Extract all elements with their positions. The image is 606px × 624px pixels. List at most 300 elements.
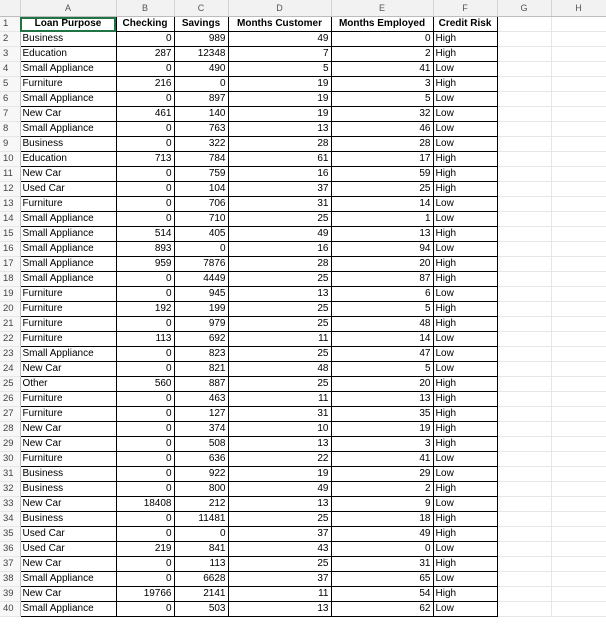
cell-savings[interactable]: 104 [174,182,228,197]
cell-credit-risk[interactable]: High [433,302,497,317]
cell-months-employed[interactable]: 41 [331,452,433,467]
empty-cell[interactable] [551,62,606,77]
cell-loan-purpose[interactable]: Business [20,512,116,527]
cell-loan-purpose[interactable]: Furniture [20,407,116,422]
row-number[interactable]: 4 [0,62,20,77]
cell-months-employed[interactable]: 29 [331,467,433,482]
cell-loan-purpose[interactable]: Business [20,32,116,47]
cell-savings[interactable]: 463 [174,392,228,407]
cell-savings[interactable]: 841 [174,542,228,557]
cell-loan-purpose[interactable]: Business [20,482,116,497]
cell-months-customer[interactable]: 48 [228,362,331,377]
cell-months-employed[interactable]: 65 [331,572,433,587]
empty-cell[interactable] [497,212,551,227]
empty-cell[interactable] [551,32,606,47]
cell-months-employed[interactable]: 49 [331,527,433,542]
cell-months-customer[interactable]: 37 [228,182,331,197]
cell-months-employed[interactable]: 14 [331,332,433,347]
cell-months-employed[interactable]: 5 [331,362,433,377]
cell-months-employed[interactable]: 3 [331,437,433,452]
cell-loan-purpose[interactable]: Small Appliance [20,242,116,257]
cell-loan-purpose[interactable]: New Car [20,107,116,122]
cell-credit-risk[interactable]: Low [433,197,497,212]
cell-months-customer[interactable]: 49 [228,227,331,242]
cell-credit-risk[interactable]: High [433,182,497,197]
cell-months-customer[interactable]: 19 [228,92,331,107]
cell-loan-purpose[interactable]: Furniture [20,197,116,212]
cell-savings[interactable]: 784 [174,152,228,167]
cell-credit-risk[interactable]: Low [433,242,497,257]
cell-months-employed[interactable]: 9 [331,497,433,512]
cell-months-customer[interactable]: 25 [228,212,331,227]
column-header-g[interactable]: G [497,0,551,17]
cell-credit-risk[interactable]: Low [433,602,497,617]
empty-cell[interactable] [497,332,551,347]
row-number[interactable]: 23 [0,347,20,362]
row-number[interactable]: 31 [0,467,20,482]
cell-checking[interactable]: 0 [116,32,174,47]
cell-months-customer[interactable]: 16 [228,242,331,257]
empty-cell[interactable] [497,152,551,167]
cell-months-employed[interactable]: 28 [331,137,433,152]
cell-savings[interactable]: 199 [174,302,228,317]
empty-cell[interactable] [551,512,606,527]
cell-loan-purpose[interactable]: Furniture [20,287,116,302]
cell-credit-risk[interactable]: High [433,482,497,497]
row-number[interactable]: 24 [0,362,20,377]
row-number[interactable]: 19 [0,287,20,302]
cell-checking[interactable]: 0 [116,452,174,467]
cell-loan-purpose[interactable]: Small Appliance [20,122,116,137]
empty-cell[interactable] [551,152,606,167]
empty-cell[interactable] [497,227,551,242]
cell-credit-risk[interactable]: Low [433,287,497,302]
empty-cell[interactable] [497,302,551,317]
cell-loan-purpose[interactable]: New Car [20,422,116,437]
empty-cell[interactable] [497,122,551,137]
cell-credit-risk[interactable]: High [433,257,497,272]
cell-checking[interactable]: 514 [116,227,174,242]
cell-loan-purpose[interactable]: Used Car [20,182,116,197]
empty-cell[interactable] [551,182,606,197]
cell-months-employed[interactable]: 18 [331,512,433,527]
cell-months-customer[interactable]: 43 [228,542,331,557]
cell-loan-purpose[interactable]: Furniture [20,302,116,317]
cell-credit-risk[interactable]: Low [433,332,497,347]
cell-savings[interactable]: 374 [174,422,228,437]
row-number[interactable]: 25 [0,377,20,392]
cell-credit-risk[interactable]: Low [433,347,497,362]
cell-credit-risk[interactable]: Low [433,122,497,137]
cell-savings-header[interactable]: Savings [174,17,228,32]
cell-savings[interactable]: 0 [174,527,228,542]
cell-savings[interactable]: 490 [174,62,228,77]
cell-months-customer[interactable]: 19 [228,77,331,92]
cell-savings[interactable]: 0 [174,242,228,257]
cell-savings[interactable]: 706 [174,197,228,212]
empty-cell[interactable] [497,167,551,182]
cell-months-customer[interactable]: 16 [228,167,331,182]
empty-cell[interactable] [497,47,551,62]
cell-checking[interactable]: 560 [116,377,174,392]
empty-cell[interactable] [497,137,551,152]
empty-cell[interactable] [497,422,551,437]
cell-months-customer[interactable]: 19 [228,467,331,482]
cell-loan-purpose[interactable]: Other [20,377,116,392]
empty-cell[interactable] [497,287,551,302]
cell-checking[interactable]: 0 [116,347,174,362]
cell-checking[interactable]: 113 [116,332,174,347]
cell-savings[interactable]: 405 [174,227,228,242]
cell-months-customer[interactable]: 49 [228,482,331,497]
row-number[interactable]: 34 [0,512,20,527]
row-number[interactable]: 36 [0,542,20,557]
cell-months-customer[interactable]: 61 [228,152,331,167]
empty-cell[interactable] [497,527,551,542]
row-number[interactable]: 17 [0,257,20,272]
cell-checking[interactable]: 0 [116,317,174,332]
row-number[interactable]: 7 [0,107,20,122]
cell-credit-risk[interactable]: High [433,377,497,392]
empty-cell[interactable] [497,557,551,572]
empty-cell[interactable] [551,467,606,482]
empty-cell[interactable] [551,122,606,137]
cell-months-customer[interactable]: 22 [228,452,331,467]
empty-cell[interactable] [551,602,606,617]
cell-months-customer[interactable]: 37 [228,572,331,587]
cell-checking[interactable]: 0 [116,407,174,422]
empty-cell[interactable] [551,107,606,122]
cell-loan-purpose[interactable]: New Car [20,557,116,572]
row-number[interactable]: 15 [0,227,20,242]
cell-savings[interactable]: 113 [174,557,228,572]
row-number[interactable]: 11 [0,167,20,182]
row-number[interactable]: 27 [0,407,20,422]
cell-checking[interactable]: 0 [116,602,174,617]
column-header-f[interactable]: F [433,0,497,17]
cell-months-customer[interactable]: 5 [228,62,331,77]
cell-months-employed[interactable]: 94 [331,242,433,257]
cell-credit-risk-header[interactable]: Credit Risk [433,17,497,32]
row-number[interactable]: 38 [0,572,20,587]
cell-months-employed[interactable]: 13 [331,227,433,242]
cell-months-employed[interactable]: 25 [331,182,433,197]
cell-checking[interactable]: 0 [116,467,174,482]
cell-months-customer[interactable]: 11 [228,392,331,407]
empty-cell[interactable] [551,557,606,572]
cell-months-employed[interactable]: 87 [331,272,433,287]
column-header-b[interactable]: B [116,0,174,17]
cell-credit-risk[interactable]: High [433,437,497,452]
cell-loan-purpose[interactable]: Furniture [20,332,116,347]
cell-savings[interactable]: 692 [174,332,228,347]
empty-cell[interactable] [497,32,551,47]
empty-cell[interactable] [497,467,551,482]
empty-cell[interactable] [551,92,606,107]
cell-loan-purpose[interactable]: Small Appliance [20,212,116,227]
cell-savings[interactable]: 823 [174,347,228,362]
cell-savings[interactable]: 0 [174,77,228,92]
row-number[interactable]: 8 [0,122,20,137]
row-number[interactable]: 6 [0,92,20,107]
empty-cell[interactable] [551,347,606,362]
empty-cell[interactable] [497,77,551,92]
cell-checking[interactable]: 0 [116,137,174,152]
cell-credit-risk[interactable]: Low [433,62,497,77]
cell-checking[interactable]: 287 [116,47,174,62]
empty-cell[interactable] [551,287,606,302]
cell-savings[interactable]: 887 [174,377,228,392]
cell-savings[interactable]: 800 [174,482,228,497]
empty-cell[interactable] [497,272,551,287]
row-number[interactable]: 29 [0,437,20,452]
cell-savings[interactable]: 759 [174,167,228,182]
row-number[interactable]: 21 [0,317,20,332]
cell-months-employed-header[interactable]: Months Employed [331,17,433,32]
column-header-c[interactable]: C [174,0,228,17]
cell-months-customer[interactable]: 10 [228,422,331,437]
row-number[interactable]: 39 [0,587,20,602]
row-number[interactable]: 28 [0,422,20,437]
cell-savings[interactable]: 127 [174,407,228,422]
cell-loan-purpose[interactable]: Education [20,47,116,62]
row-number[interactable]: 18 [0,272,20,287]
cell-credit-risk[interactable]: High [433,512,497,527]
cell-months-customer[interactable]: 11 [228,587,331,602]
cell-credit-risk[interactable]: Low [433,92,497,107]
cell-credit-risk[interactable]: Low [433,107,497,122]
empty-cell[interactable] [497,542,551,557]
cell-savings[interactable]: 503 [174,602,228,617]
cell-savings[interactable]: 11481 [174,512,228,527]
cell-months-employed[interactable]: 1 [331,212,433,227]
row-number[interactable]: 16 [0,242,20,257]
cell-months-employed[interactable]: 59 [331,167,433,182]
cell-checking[interactable]: 0 [116,482,174,497]
empty-cell[interactable] [551,17,606,32]
cell-loan-purpose[interactable]: Small Appliance [20,62,116,77]
empty-cell[interactable] [551,272,606,287]
empty-cell[interactable] [551,332,606,347]
cell-checking[interactable]: 461 [116,107,174,122]
row-number[interactable]: 3 [0,47,20,62]
cell-checking[interactable]: 0 [116,572,174,587]
cell-savings[interactable]: 763 [174,122,228,137]
cell-checking[interactable]: 0 [116,92,174,107]
cell-checking[interactable]: 959 [116,257,174,272]
cell-credit-risk[interactable]: High [433,587,497,602]
cell-credit-risk[interactable]: Low [433,497,497,512]
empty-cell[interactable] [551,77,606,92]
cell-credit-risk[interactable]: Low [433,542,497,557]
cell-loan-purpose[interactable]: Business [20,467,116,482]
cell-savings[interactable]: 2141 [174,587,228,602]
cell-months-employed[interactable]: 62 [331,602,433,617]
cell-months-employed[interactable]: 0 [331,32,433,47]
cell-loan-purpose[interactable]: New Car [20,437,116,452]
empty-cell[interactable] [497,377,551,392]
empty-cell[interactable] [551,302,606,317]
cell-savings[interactable]: 989 [174,32,228,47]
empty-cell[interactable] [497,602,551,617]
cell-checking[interactable]: 19766 [116,587,174,602]
cell-months-customer[interactable]: 37 [228,527,331,542]
cell-savings[interactable]: 922 [174,467,228,482]
empty-cell[interactable] [497,497,551,512]
cell-checking[interactable]: 0 [116,182,174,197]
cell-credit-risk[interactable]: High [433,77,497,92]
cell-credit-risk[interactable]: Low [433,452,497,467]
cell-months-employed[interactable]: 48 [331,317,433,332]
empty-cell[interactable] [497,572,551,587]
cell-savings[interactable]: 508 [174,437,228,452]
cell-months-employed[interactable]: 54 [331,587,433,602]
cell-checking[interactable]: 0 [116,557,174,572]
cell-savings[interactable]: 140 [174,107,228,122]
cell-months-customer[interactable]: 13 [228,497,331,512]
empty-cell[interactable] [551,407,606,422]
cell-checking[interactable]: 0 [116,437,174,452]
cell-months-employed[interactable]: 2 [331,482,433,497]
cell-months-employed[interactable]: 31 [331,557,433,572]
empty-cell[interactable] [497,197,551,212]
empty-cell[interactable] [551,47,606,62]
row-number[interactable]: 12 [0,182,20,197]
cell-loan-purpose[interactable]: Small Appliance [20,272,116,287]
cell-credit-risk[interactable]: High [433,272,497,287]
cell-credit-risk[interactable]: High [433,392,497,407]
cell-checking[interactable]: 0 [116,197,174,212]
row-number[interactable]: 10 [0,152,20,167]
row-number[interactable]: 13 [0,197,20,212]
cell-months-employed[interactable]: 13 [331,392,433,407]
cell-months-customer[interactable]: 49 [228,32,331,47]
select-all-corner[interactable] [0,0,20,17]
cell-months-customer[interactable]: 11 [228,332,331,347]
cell-months-customer[interactable]: 31 [228,407,331,422]
cell-savings[interactable]: 945 [174,287,228,302]
cell-checking[interactable]: 0 [116,422,174,437]
cell-credit-risk[interactable]: High [433,422,497,437]
row-number[interactable]: 14 [0,212,20,227]
empty-cell[interactable] [497,17,551,32]
cell-months-employed[interactable]: 3 [331,77,433,92]
cell-loan-purpose[interactable]: Furniture [20,317,116,332]
empty-cell[interactable] [551,212,606,227]
cell-months-employed[interactable]: 5 [331,92,433,107]
cell-loan-purpose[interactable]: New Car [20,362,116,377]
cell-credit-risk[interactable]: Low [433,137,497,152]
empty-cell[interactable] [551,362,606,377]
row-number[interactable]: 5 [0,77,20,92]
cell-months-customer[interactable]: 25 [228,377,331,392]
empty-cell[interactable] [497,587,551,602]
cell-loan-purpose[interactable]: Furniture [20,392,116,407]
cell-loan-purpose[interactable]: Furniture [20,452,116,467]
cell-months-customer[interactable]: 13 [228,437,331,452]
cell-months-customer[interactable]: 25 [228,302,331,317]
cell-loan-purpose[interactable]: Small Appliance [20,572,116,587]
row-number[interactable]: 20 [0,302,20,317]
cell-months-employed[interactable]: 0 [331,542,433,557]
cell-savings[interactable]: 821 [174,362,228,377]
empty-cell[interactable] [497,107,551,122]
cell-checking[interactable]: 0 [116,512,174,527]
cell-checking[interactable]: 0 [116,62,174,77]
column-header-a[interactable]: A [20,0,116,17]
cell-months-customer[interactable]: 28 [228,137,331,152]
empty-cell[interactable] [551,452,606,467]
cell-savings[interactable]: 212 [174,497,228,512]
row-number[interactable]: 26 [0,392,20,407]
cell-checking-header[interactable]: Checking [116,17,174,32]
empty-cell[interactable] [497,437,551,452]
cell-credit-risk[interactable]: High [433,317,497,332]
empty-cell[interactable] [497,347,551,362]
empty-cell[interactable] [551,137,606,152]
cell-months-employed[interactable]: 20 [331,377,433,392]
cell-months-customer[interactable]: 13 [228,287,331,302]
cell-loan-purpose[interactable]: Used Car [20,542,116,557]
cell-checking[interactable]: 0 [116,362,174,377]
column-header-h[interactable]: H [551,0,606,17]
empty-cell[interactable] [551,197,606,212]
empty-cell[interactable] [551,437,606,452]
cell-loan-purpose[interactable]: New Car [20,587,116,602]
cell-loan-purpose[interactable]: Used Car [20,527,116,542]
cell-checking[interactable]: 0 [116,527,174,542]
cell-checking[interactable]: 893 [116,242,174,257]
empty-cell[interactable] [497,317,551,332]
cell-checking[interactable]: 0 [116,122,174,137]
cell-months-employed[interactable]: 41 [331,62,433,77]
cell-savings[interactable]: 636 [174,452,228,467]
empty-cell[interactable] [497,257,551,272]
cell-loan-purpose[interactable]: Small Appliance [20,257,116,272]
cell-months-customer[interactable]: 31 [228,197,331,212]
empty-cell[interactable] [551,527,606,542]
empty-cell[interactable] [551,497,606,512]
cell-months-employed[interactable]: 17 [331,152,433,167]
empty-cell[interactable] [551,242,606,257]
cell-credit-risk[interactable]: High [433,152,497,167]
cell-months-employed[interactable]: 6 [331,287,433,302]
cell-savings[interactable]: 710 [174,212,228,227]
cell-savings[interactable]: 6628 [174,572,228,587]
cell-savings[interactable]: 897 [174,92,228,107]
cell-months-employed[interactable]: 5 [331,302,433,317]
cell-loan-purpose[interactable]: New Car [20,497,116,512]
row-number[interactable]: 37 [0,557,20,572]
cell-months-customer[interactable]: 25 [228,512,331,527]
empty-cell[interactable] [497,62,551,77]
cell-loan-purpose[interactable]: Small Appliance [20,227,116,242]
row-number[interactable]: 22 [0,332,20,347]
cell-months-customer[interactable]: 19 [228,107,331,122]
cell-checking[interactable]: 0 [116,212,174,227]
cell-months-employed[interactable]: 47 [331,347,433,362]
cell-savings[interactable]: 7876 [174,257,228,272]
cell-loan-purpose[interactable]: Business [20,137,116,152]
column-header-e[interactable]: E [331,0,433,17]
cell-months-employed[interactable]: 14 [331,197,433,212]
empty-cell[interactable] [551,587,606,602]
row-number[interactable]: 33 [0,497,20,512]
cell-months-customer[interactable]: 25 [228,347,331,362]
empty-cell[interactable] [497,92,551,107]
cell-checking[interactable]: 192 [116,302,174,317]
empty-cell[interactable] [551,377,606,392]
